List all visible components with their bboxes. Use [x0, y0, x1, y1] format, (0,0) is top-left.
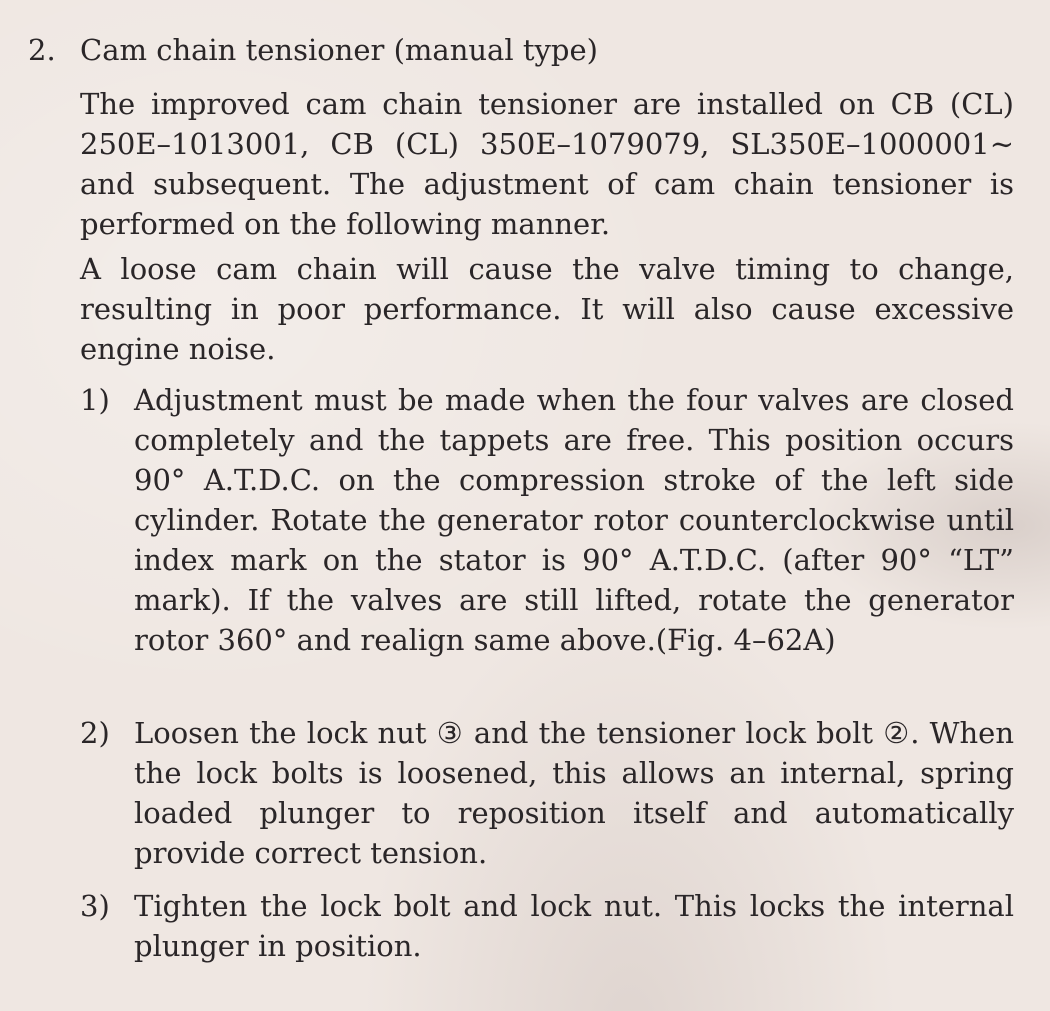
section-heading — [28, 30, 598, 70]
intro-paragraph: The improved cam chain tensioner are installed on CB (CL) 250E–1013001, CB (CL) 350E–1079079, SL350E–1000001∼ and subsequent. The adjustment of cam chain tensioner is performed on the following manner. — [80, 87, 1014, 241]
section-title: Cam chain tensioner (manual type) — [80, 33, 598, 67]
step-text: Loosen the lock nut ③ and the tensioner lock bolt ②. When the lock bolts is loosened, this allows an internal, spring loaded plunger to reposition itself and automatically provide correct tension. — [134, 716, 1014, 870]
step-number: 1) — [80, 383, 110, 417]
step-text: Adjustment must be made when the four valves are closed completely and the tappets are free. This position occurs 90° A.T.D.C. on the compression stroke of the left side cylinder. Rotate the generator rotor counterclockwise until index mark on the stator is 90° A.T.D.C. (after 90° “LT” mark). If the valves are still lifted, rotate the generator rotor 360° and realign same above.(Fig. 4–62A) — [134, 383, 1014, 657]
loose-chain-paragraph: A loose cam chain will cause the valve timing to change, resulting in poor performance. It will also cause excessive engine noise. — [80, 252, 1014, 366]
step-number: 3) — [80, 889, 110, 923]
step-number: 2) — [80, 716, 110, 750]
step-text: Tighten the lock bolt and lock nut. This locks the internal plunger in position. — [134, 889, 1014, 963]
section-number: 2. — [28, 33, 56, 67]
